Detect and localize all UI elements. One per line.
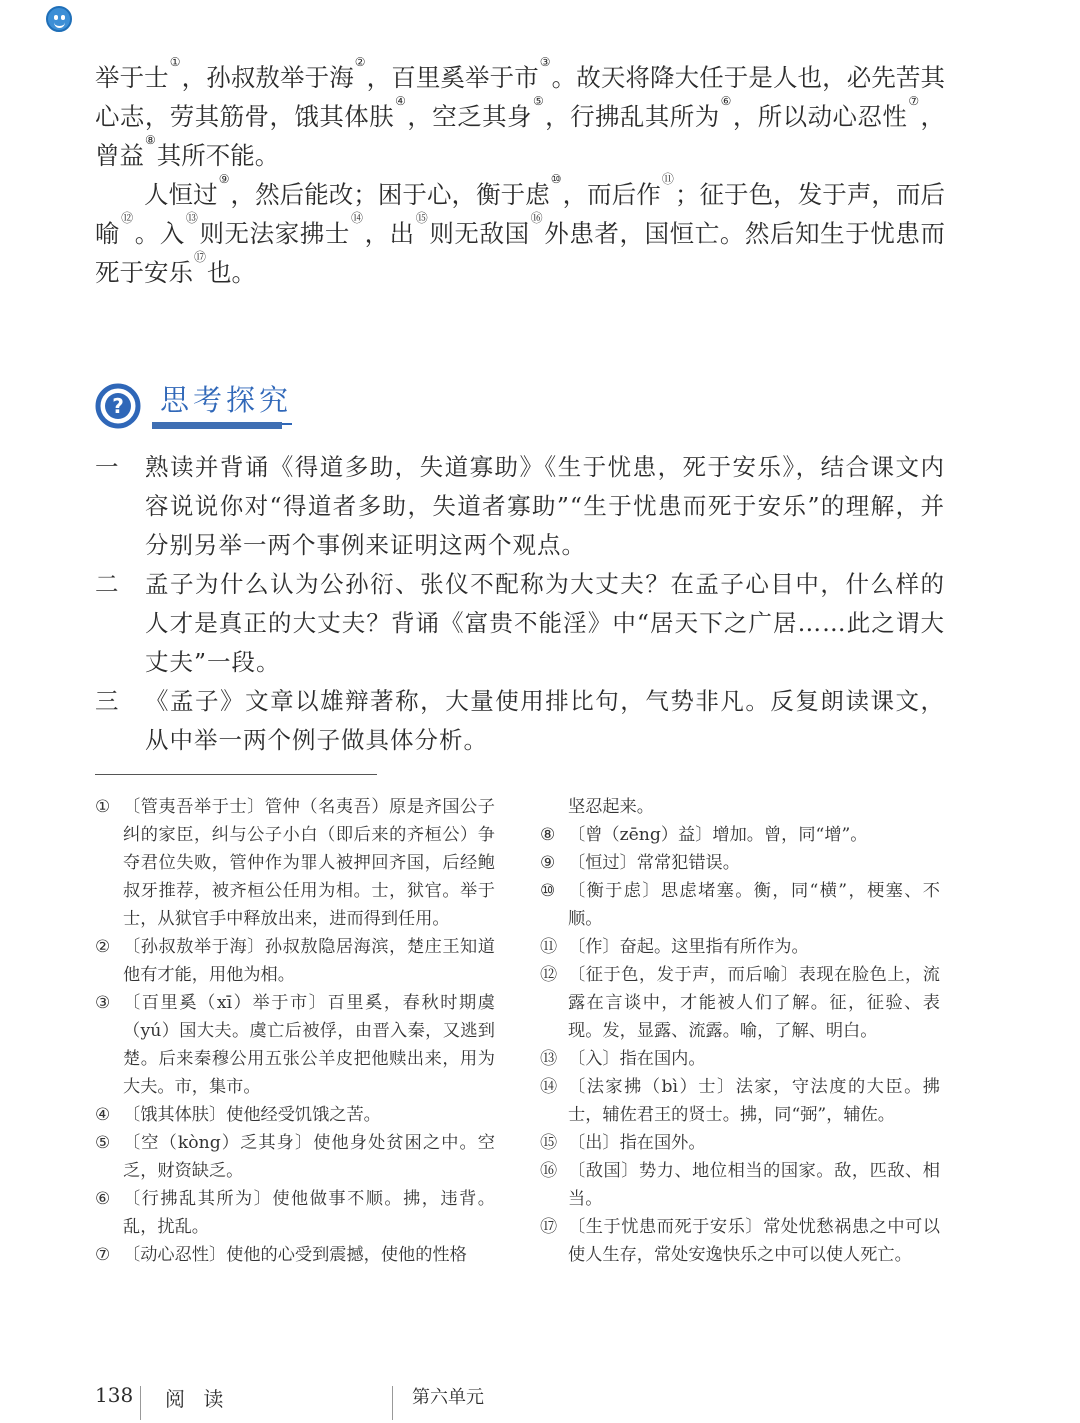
footnote-number: ①: [95, 797, 111, 817]
footnote-text: 〔衡于虑〕思虑堵塞。衡，同“横”，梗塞、不顺。: [568, 881, 940, 929]
footnote-item: [540, 933, 940, 961]
passage-text-segment: ，而后作: [562, 180, 661, 209]
footnote-marker: ⑤: [532, 94, 545, 108]
footnote-marker: ⑩: [550, 172, 562, 186]
passage-text-segment: 人恒过: [144, 180, 218, 209]
note-continuation: 坚忍起来。: [568, 797, 654, 817]
footer-divider: [392, 1386, 393, 1420]
passage-text-segment: 其所不能。: [156, 141, 280, 170]
footnote-item: [95, 1101, 495, 1129]
footnote-text: 〔法家拂（bì）士〕法家，守法度的大臣。拂士，辅佐君王的贤士。拂，同“弼”，辅佐。: [568, 1077, 940, 1125]
footnote-item: [95, 989, 495, 1101]
question-mark-icon: [94, 382, 142, 430]
question-item: [95, 448, 945, 565]
footnote-text: 〔百里奚（xī）举于市〕百里奚，春秋时期虞（yú）国大夫。虞亡后被俘，由晋入秦，又逃到楚。后来秦穆公用五张公羊皮把他赎出来，用为大夫。市，集市。: [123, 993, 495, 1097]
passage-text-segment: 也。: [207, 258, 257, 287]
passage-text-segment: ；征于色，发于声，而后喻: [95, 180, 946, 248]
footnote-marker: ⑧: [145, 133, 156, 147]
passage-text-segment: 。入: [134, 219, 185, 248]
question-item: [95, 565, 945, 682]
footnote-number: ⑩: [540, 881, 556, 901]
section-title-underline: [152, 422, 282, 429]
footnote-marker: ⑰: [194, 250, 207, 264]
passage-paragraph-2: [95, 172, 946, 292]
footnote-marker: ⑦: [908, 94, 920, 108]
footnote-item: [540, 1045, 940, 1073]
unit-label: 第六单元: [412, 1387, 484, 1408]
passage-text-segment: ，孙叔敖举于海: [181, 63, 354, 92]
footnote-text: 〔作〕奋起。这里指有所作为。: [568, 937, 809, 957]
footnote-item: [540, 1157, 940, 1213]
footnote-number: ⑪: [540, 937, 558, 957]
footnote-item: [540, 1213, 940, 1269]
question-item: [95, 682, 945, 760]
footnote-text: 〔管夷吾举于士〕管仲（名夷吾）原是齐国公子纠的家臣，纠与公子小白（即后来的齐桓公）争夺君位失败，管仲作为罪人被押回齐国，后经鲍叔牙推荐，被齐桓公任用为相。士，狱官。举于士，从狱官手中释放出来，进而得到任用。: [123, 797, 495, 929]
book-section-label: 阅 读: [165, 1387, 230, 1411]
footnote-item: [95, 933, 495, 989]
footnote-item: [540, 821, 940, 849]
passage-text-segment: 外患者，国恒亡。然后知生于忧患而死于安乐: [95, 219, 946, 287]
footnote-marker: ⑪: [661, 172, 674, 186]
passage-text-segment: ，出: [364, 219, 415, 248]
footnote-number: ④: [95, 1105, 111, 1125]
svg-text:?: ?: [112, 394, 124, 418]
passage-text-segment: ，所以动心忍性: [732, 102, 908, 131]
footnote-item: [95, 1185, 495, 1241]
footnote-item: [95, 1129, 495, 1185]
footnote-item: [540, 961, 940, 1045]
footnote-number: ⑮: [540, 1133, 558, 1153]
question-number: 三: [95, 687, 119, 715]
question-text: 孟子为什么认为公孙衍、张仪不配称为大丈夫？在孟子心目中，什么样的人才是真正的大丈夫？背诵《富贵不能淫》中“居天下之广居……此之谓大丈夫”一段。: [145, 570, 945, 676]
passage-paragraph-1: [95, 55, 946, 175]
footnote-number: ⑤: [95, 1133, 111, 1153]
passage-text-segment: ，然后能改；困于心，衡于虑: [230, 180, 550, 209]
footnote-marker: ⑥: [720, 94, 732, 108]
footnote-marker: ①: [169, 55, 181, 69]
footnote-text: 〔动心忍性〕使他的心受到震撼，使他的性格: [123, 1245, 467, 1265]
footnote-text: 〔空（kòng）乏其身〕使他身处贫困之中。空乏，财资缺乏。: [123, 1133, 495, 1181]
footnote-marker: ③: [539, 55, 551, 69]
footnote-text: 〔征于色，发于声，而后喻〕表现在脸色上，流露在言谈中，才能被人们了解。征，征验、表现。发，显露、流露。喻，了解、明白。: [568, 965, 940, 1041]
section-title: 思考探究: [160, 378, 292, 425]
passage-text: [95, 55, 946, 292]
footnote-number: ⑧: [540, 825, 556, 845]
footnote-number: ⑯: [540, 1161, 558, 1181]
footnote-text: 〔敌国〕势力、地位相当的国家。敌，匹敌、相当。: [568, 1161, 940, 1209]
footnote-item: [95, 1241, 495, 1269]
footnote-item: [540, 849, 940, 877]
page-number: 138: [95, 1383, 134, 1407]
footnote-number: ⑥: [95, 1189, 111, 1209]
passage-text-segment: ，行拂乱其所为: [545, 102, 720, 131]
notes-divider: [95, 774, 377, 775]
footnote-number: ⑦: [95, 1245, 111, 1265]
footnote-marker: ⑯: [530, 211, 544, 225]
footnote-text: 〔入〕指在国内。: [568, 1049, 706, 1069]
passage-text-segment: 则无法家拂士: [199, 219, 350, 248]
passage-text-segment: 举于士: [95, 63, 169, 92]
footnote-item: [540, 1129, 940, 1157]
question-number: 二: [95, 570, 119, 598]
footnote-marker: ④: [395, 94, 407, 108]
footnote-number: ③: [95, 993, 111, 1013]
footnote-text: 〔生于忧患而死于安乐〕常处忧愁祸患之中可以使人生存，常处安逸快乐之中可以使人死亡。: [568, 1217, 940, 1265]
footnote-marker: ⑬: [185, 211, 199, 225]
footnote-item: [95, 793, 495, 933]
footnote-marker: ⑮: [415, 211, 429, 225]
passage-text-segment: ，百里奚举于市: [366, 63, 539, 92]
smiley-icon: [46, 6, 72, 32]
passage-text-segment: 。故天将降大任于是人也，必先苦其心志，劳其筋骨，饿其体肤: [95, 63, 946, 131]
footnote-number: ②: [95, 937, 111, 957]
footnote-number: ⑫: [540, 965, 558, 985]
footnote-text: 〔行拂乱其所为〕使他做事不顺。拂，违背。乱，扰乱。: [123, 1189, 495, 1237]
footnote-number: ⑨: [540, 853, 556, 873]
footnote-marker: ⑫: [121, 211, 134, 225]
question-text: 《孟子》文章以雄辩著称，大量使用排比句，气势非凡。反复朗读课文，从中举一两个例子做具体分析。: [145, 687, 945, 754]
footnote-marker: ⑨: [218, 172, 230, 186]
notes-column-left: [95, 793, 495, 1269]
footer-divider: [140, 1386, 141, 1420]
footnote-item: [540, 877, 940, 933]
footnote-item: [540, 1073, 940, 1129]
notes-column-right: [540, 793, 940, 1269]
footnote-number: ⑬: [540, 1049, 558, 1069]
footnote-text: 〔恒过〕常常犯错误。: [568, 853, 740, 873]
footnote-text: 〔孙叔敖举于海〕孙叔敖隐居海滨，楚庄王知道他有才能，用他为相。: [123, 937, 495, 985]
footnote-number: ⑰: [540, 1217, 558, 1237]
question-list: [95, 448, 945, 760]
passage-text-segment: ，曾益: [95, 102, 946, 170]
footnote-marker: ⑭: [350, 211, 364, 225]
passage-text-segment: ，空乏其身: [407, 102, 532, 131]
footnote-marker: ②: [354, 55, 366, 69]
footnote-text: 〔饿其体肤〕使他经受饥饿之苦。: [123, 1105, 381, 1125]
footnote-number: ⑭: [540, 1077, 558, 1097]
footnote-text: 〔出〕指在国外。: [568, 1133, 706, 1153]
question-text: 熟读并背诵《得道多助，失道寡助》《生于忧患，死于安乐》，结合课文内容说说你对“得道者多助，失道者寡助”“生于忧患而死于安乐”的理解，并分别另举一两个事例来证明这两个观点。: [145, 453, 945, 559]
footnote-text: 〔曾（zēng）益〕增加。曾，同“增”。: [568, 825, 868, 845]
passage-text-segment: 则无敌国: [429, 219, 530, 248]
question-number: 一: [95, 453, 119, 481]
